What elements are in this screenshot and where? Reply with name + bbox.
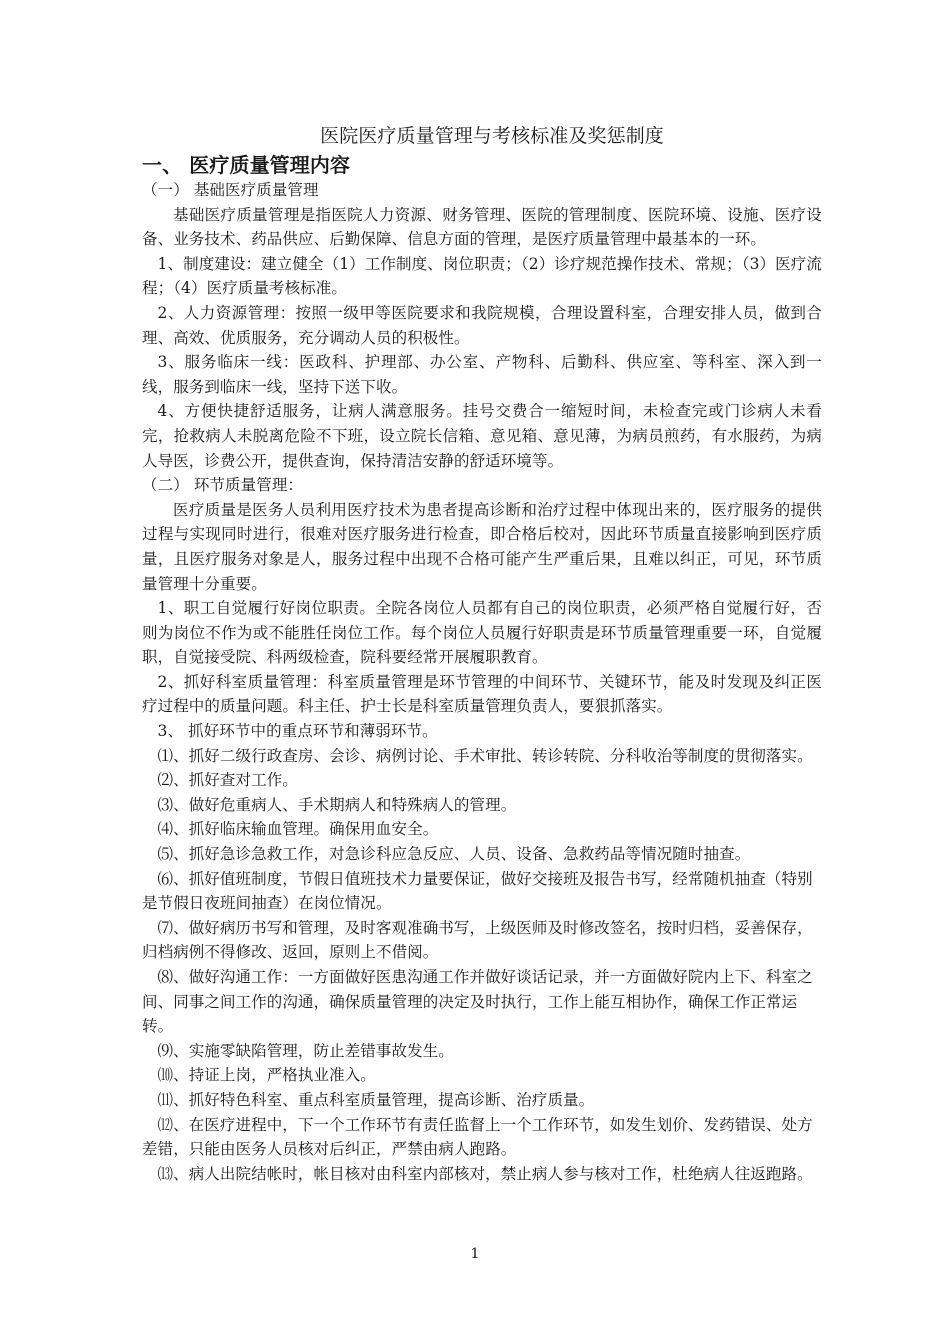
list-item: 1、职工自觉履行好岗位职责。全院各岗位人员都有自己的岗位职责，必须严格自觉履行好，否则为岗位不作为或不能胜任岗位工作。每个岗位人员履行好职责是环节质量管理重要一环，自觉履职，自觉接受院、科两级检查，院科要经常开展履职教育。: [142, 599, 822, 667]
sub-list-item: ⑷、抓好临床输血管理。确保用血安全。: [157, 820, 439, 839]
page-number: 1: [470, 1246, 480, 1262]
sub-list-item: ⑽、持证上岗，严格执业准入。: [157, 1066, 376, 1085]
sub-list-item: ⑺、做好病历书写和管理，及时客观准确书写，上级医师及时修改签名，按时归档，妥善保存，归档病例不得修改、返回，原则上不借阅。: [142, 918, 813, 962]
paragraph-basic-intro: 基础医疗质量管理是指医院人力资源、财务管理、医院的管理制度、医院环境、设施、医疗设备、业务技术、药品供应、后勤保障、信息方面的管理，是医疗质量管理中最基本的一环。: [142, 205, 822, 249]
subsection-heading-basic: （一） 基础医疗质量管理: [142, 181, 319, 199]
list-item: 3、 抓好环节中的重点环节和薄弱环节。: [157, 722, 438, 741]
document-title: 医院医疗质量管理与考核标准及奖惩制度: [320, 125, 664, 147]
sub-list-item: ⑶、做好危重病人、手术期病人和特殊病人的管理。: [157, 795, 517, 814]
sub-list-item: ⑼、实施零缺陷管理，防止差错事故发生。: [157, 1041, 454, 1060]
list-item: 2、人力资源管理：按照一级甲等医院要求和我院规模，合理设置科室，合理安排人员，做到合理、高效、优质服务，充分调动人员的积极性。: [142, 303, 822, 347]
sub-list-item: ⑵、抓好查对工作。: [157, 771, 298, 790]
sub-list-item: ⑿、在医疗进程中，下一个工作环节有责任监督上一个工作环节，如发生划价、发药错误、处方差错，只能由医务人员核对后纠正，严禁由病人跑路。: [142, 1115, 813, 1159]
section-heading: 一、 医疗质量管理内容: [142, 153, 351, 177]
sub-list-item: ⒀、病人出院结帐时，帐目核对由科室内部核对，禁止病人参与核对工作，杜绝病人往返跑路。: [157, 1164, 813, 1183]
sub-list-item: ⑾、抓好特色科室、重点科室质量管理，提高诊断、治疗质量。: [157, 1090, 595, 1109]
sub-list-item: ⑹、抓好值班制度，节假日值班技术力量要保证，做好交接班及报告书写，经常随机抽查（特别是节假日夜班间抽查）在岗位情况。: [142, 869, 813, 913]
list-item: 4、方便快捷舒适服务，让病人满意服务。挂号交费合一缩短时间，未检查完或门诊病人未看完，抢救病人未脱离危险不下班，设立院长信箱、意见箱、意见薄，为病员煎药，有水服药，为病人导医，诊费公开，提供查询，保持清洁安静的舒适环境等。: [142, 402, 822, 470]
list-item: 3、服务临床一线：医政科、护理部、办公室、产物科、后勤科、供应室、等科室、深入到一线，服务到临床一线，坚持下送下收。: [142, 353, 822, 396]
sub-list-item: ⑻、做好沟通工作：一方面做好医患沟通工作并做好谈话记录，并一方面做好院内上下、科室之间、同事之间工作的沟通，确保质量管理的决定及时执行，工作上能互相协作，确保工作正常运转。: [142, 968, 813, 1036]
sub-list-item: ⑴、抓好二级行政查房、会诊、病例讨论、手术审批、转诊转院、分科收治等制度的贯彻落实。: [157, 746, 813, 765]
subsection-heading-process: （二） 环节质量管理：: [142, 476, 304, 495]
list-item: 2、抓好科室质量管理：科室质量管理是环节管理的中间环节、关键环节，能及时发现及纠正医疗过程中的质量问题。科主任、护士长是科室质量管理负责人，要狠抓落实。: [142, 672, 822, 716]
list-item: 1、制度建设：建立健全（1）工作制度、岗位职责；（2）诊疗规范操作技术、常规；（3）医疗流程；（4）医疗质量考核标准。: [142, 254, 822, 298]
paragraph-process-intro: 医疗质量是医务人员利用医疗技术为患者提高诊断和治疗过程中体现出来的，医疗服务的提供过程与实现同时进行，很难对医疗服务进行检查，即合格后校对，因此环节质量直接影响到医疗质量，且医疗服务对象是人，服务过程中出现不合格可能产生严重后果，且难以纠正，可见，环节质量管理十分重要。: [142, 500, 822, 593]
document-body: [142, 122, 822, 1186]
sub-list-item: ⑸、抓好急诊急救工作，对急诊科应急反应、人员、设备、急救药品等情况随时抽查。: [157, 845, 751, 864]
